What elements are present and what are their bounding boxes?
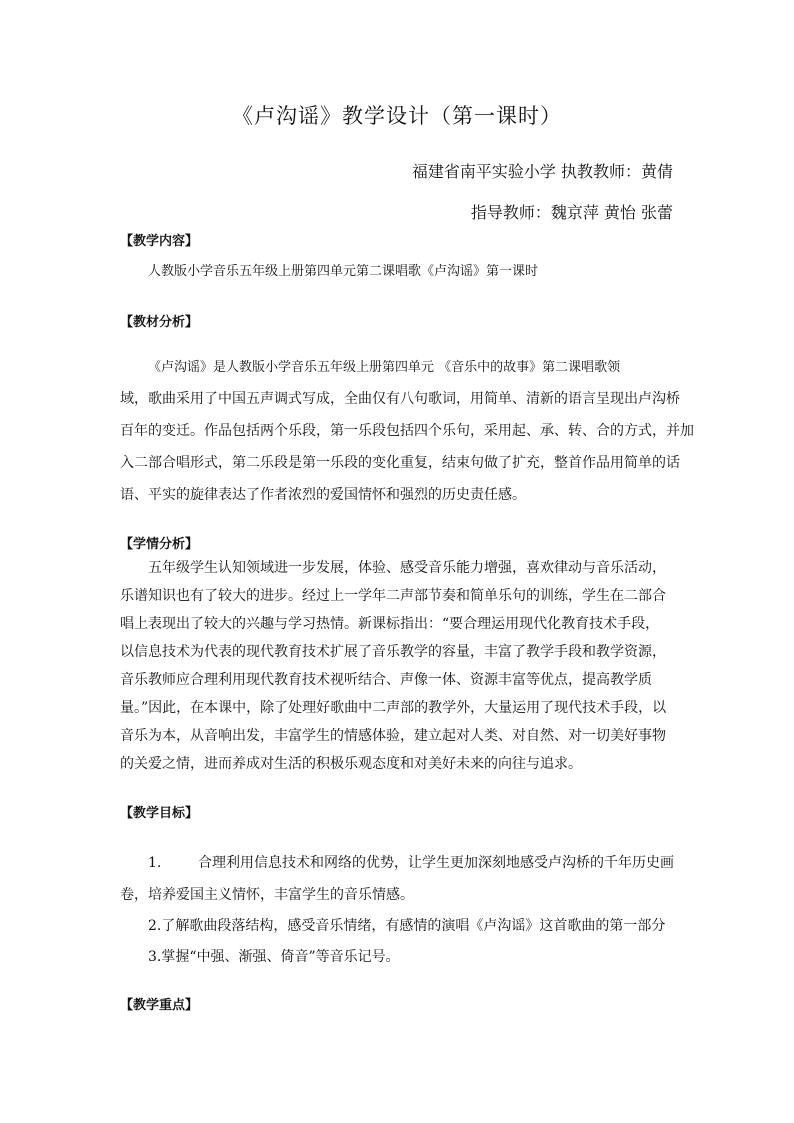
teaching-content-text: 人教版小学音乐五年级上册第四单元第二课唱歌《卢沟谣》第一课时 — [148, 264, 539, 279]
heading-student-analysis: 【学情分析】 — [120, 537, 199, 552]
advisor-line: 指导教师：魏京萍 黄怡 张蕾 — [470, 203, 673, 222]
material-line: 入二部合唱形式，第二乐段是第一乐段的变化重复，结束句做了扩充，整首作品用简单的话 — [120, 455, 680, 471]
goal-text: 合理利用信息技术和网络的优势，让学生更加深刻地感受卢沟桥的千年历史画 — [198, 855, 674, 871]
student-line: 五年级学生认知领域进一步发展，体验、感受音乐能力增强，喜欢律动与音乐活动， — [148, 560, 666, 576]
student-line: 量。”因此，在本课中，除了处理好歌曲中二声部的教学外，大量运用了现代技术手段，以 — [120, 700, 667, 716]
goal-number: 1. — [148, 855, 162, 871]
goal-item-3: 3.掌握“中强、渐强、倚音”等音乐记号。 — [148, 949, 400, 965]
document-title: 《卢沟谣》教学设计（第一课时） — [232, 104, 562, 128]
student-line: 音乐教师应合理利用现代教育技术视听结合、声像一体、资源丰富等优点，提高教学质 — [120, 672, 652, 688]
material-line: 域，歌曲采用了中国五声调式写成，全曲仅有八句歌词，用简单、清新的语言呈现出卢沟桥 — [120, 391, 680, 407]
goal-item-2: 2.了解歌曲段落结构，感受音乐情绪，有感情的演唱《卢沟谣》这首歌曲的第一部分 — [148, 918, 666, 934]
material-line: 语、平实的旋律表达了作者浓烈的爱国情怀和强烈的历史责任感。 — [120, 487, 526, 503]
material-line: 百年的变迁。作品包括两个乐段，第一乐段包括四个乐句，采用起、承、转、合的方式，并加 — [120, 423, 694, 439]
heading-material-analysis: 【教材分析】 — [120, 315, 199, 330]
heading-teaching-focus: 【教学重点】 — [120, 998, 199, 1013]
student-line: 以信息技术为代表的现代教育技术扩展了音乐教学的容量，丰富了教学手段和教学资源， — [120, 644, 666, 660]
student-line: 音乐为本，从音响出发，丰富学生的情感体验，建立起对人类、对自然、对一切美好事物 — [120, 728, 666, 744]
heading-teaching-goals: 【教学目标】 — [120, 806, 199, 821]
material-line: 《卢沟谣》是人教版小学音乐五年级上册第四单元 《音乐中的故事》第二课唱歌领 — [148, 360, 621, 375]
student-line: 唱上表现出了较大的兴趣与学习热情。新课标指出：“要合理运用现代化教育技术手段， — [120, 616, 660, 632]
student-line: 的关爱之情，进而养成对生活的积极乐观态度和对美好未来的向往与追求。 — [120, 756, 582, 772]
heading-teaching-content: 【教学内容】 — [120, 234, 199, 249]
goal-item-1 — [148, 852, 674, 872]
goal-item-1-continued: 卷，培养爱国主义情怀，丰富学生的音乐情感。 — [120, 887, 414, 903]
author-line: 福建省南平实验小学 执教教师：黄倩 — [411, 162, 673, 181]
student-line: 乐谱知识也有了较大的进步。经过上一学年二声部节奏和简单乐句的训练，学生在二部合 — [120, 588, 666, 604]
